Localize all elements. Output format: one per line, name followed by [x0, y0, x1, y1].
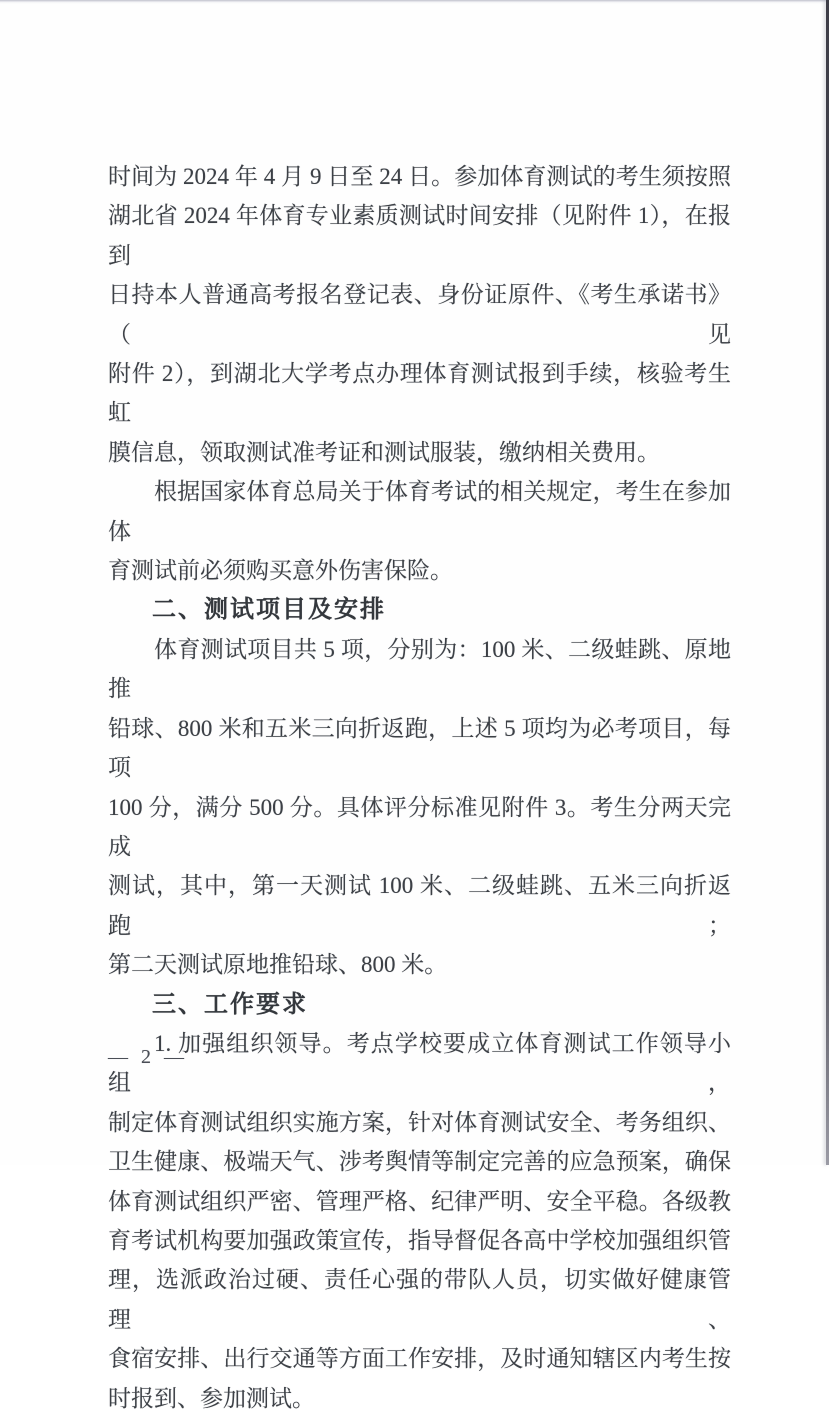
text-line: 第二天测试原地推铅球、800 米。 [108, 952, 448, 978]
scan-edge-top [0, 0, 829, 4]
text-line: 卫生健康、极端天气、涉考舆情等制定完善的应急预案，确保 [108, 1149, 731, 1175]
section-heading-work-requirements: 三、工作要求 [152, 990, 308, 1018]
text-line: 日持本人普通高考报名登记表、身份证原件、《考生承诺书》（见 [108, 282, 731, 347]
text-line: 食宿安排、出行交通等方面工作安排，及时通知辖区内考生按 [108, 1346, 731, 1372]
text-line: 时报到、参加测试。 [108, 1385, 315, 1411]
paragraph [108, 157, 731, 472]
text-line: 时间为 2024 年 4 月 9 日至 24 日。参加体育测试的考生须按照 [108, 164, 731, 189]
document-body [108, 157, 731, 1418]
paragraph [108, 472, 731, 590]
text-line: 育测试前必须购买意外伤害保险。 [108, 558, 453, 584]
text-line: 育考试机构要加强政策宣传，指导督促各高中学校加强组织管 [108, 1227, 731, 1253]
text-line: 100 分，满分 500 分。具体评分标准见附件 3。考生分两天完成 [108, 794, 731, 859]
text-line: 铅球、800 米和五米三向折返跑，上述 5 项均为必考项目，每项 [108, 715, 731, 781]
text-line: 湖北省 2024 年体育专业素质测试时间安排（见附件 1），在报到 [108, 203, 732, 268]
text-line: 膜信息，领取测试准考证和测试服装，缴纳相关费用。 [108, 439, 660, 465]
text-line: 附件 2），到湖北大学考点办理体育测试报到手续，核验考生虹 [108, 361, 731, 426]
paragraph [108, 1024, 731, 1418]
text-line: 制定体育测试组织实施方案，针对体育测试安全、考务组织、 [108, 1109, 731, 1135]
page-number: — 2 — [108, 1046, 188, 1068]
text-line: 体育测试项目共 5 项，分别为：100 米、二级蛙跳、原地推 [108, 636, 731, 702]
paragraph [108, 630, 731, 985]
text-line: 测试，其中，第一天测试 100 米、二级蛙跳、五米三向折返跑； [108, 873, 731, 938]
text-line: 体育测试组织严密、管理严格、纪律严明、安全平稳。各级教 [108, 1188, 731, 1214]
text-line: 根据国家体育总局关于体育考试的相关规定，考生在参加体 [108, 479, 731, 544]
text-line: 1. 加强组织领导。考点学校要成立体育测试工作领导小组， [108, 1030, 731, 1096]
text-line: 理，选派政治过硬、责任心强的带队人员，切实做好健康管理、 [108, 1267, 731, 1332]
section-heading-test-items: 二、测试项目及安排 [152, 596, 386, 624]
